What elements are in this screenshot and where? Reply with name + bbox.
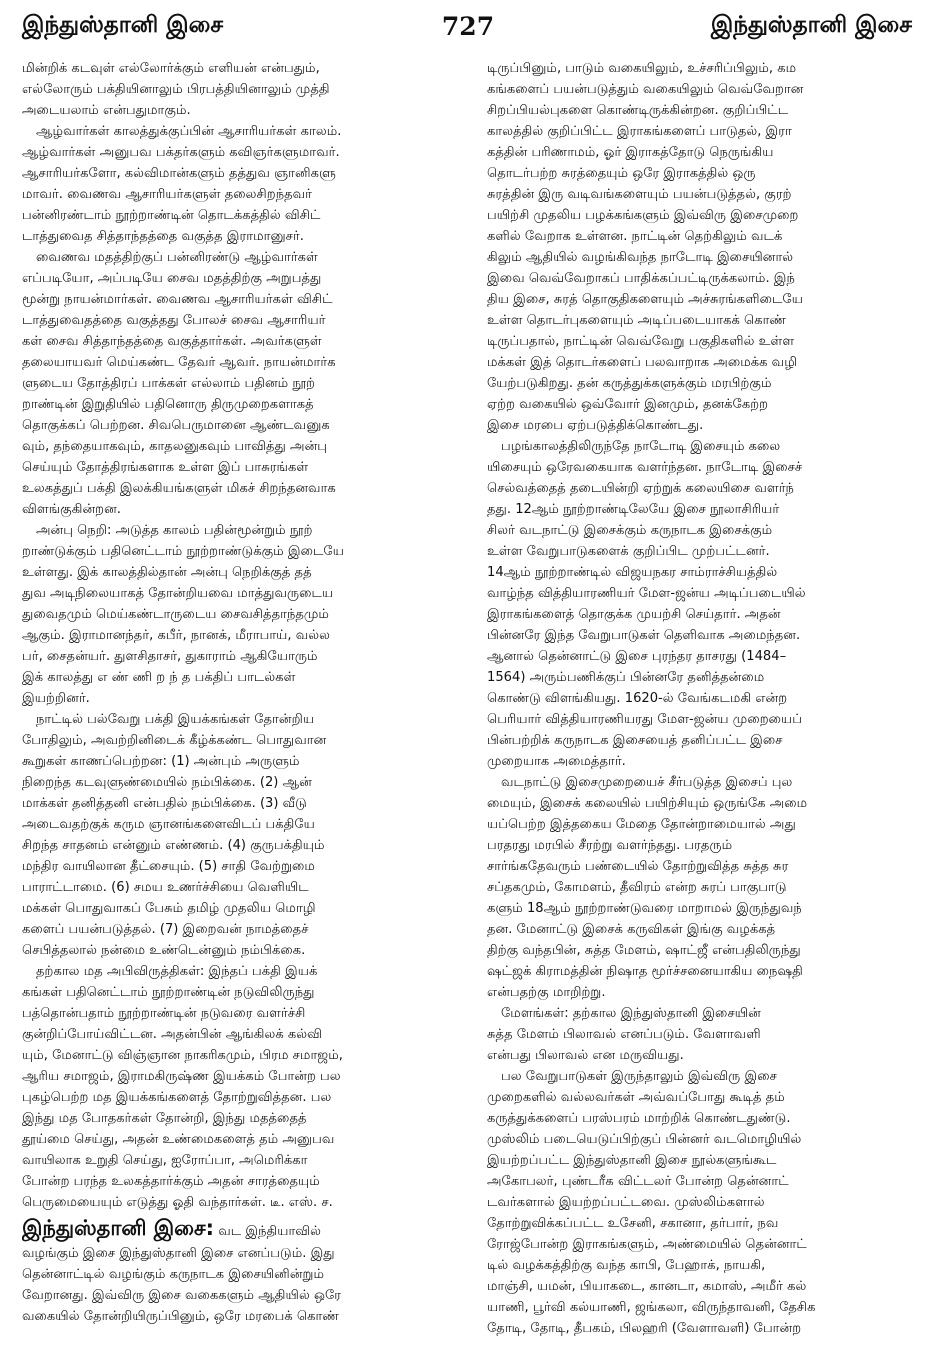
text-line: உள்ள வேறுபாடுகளைக் குறிப்பிட முற்பட்டனர்.	[487, 544, 770, 559]
text-line: டிருப்பதால், நாட்டின் வெவ்வேறு பகுதிகளில் உள்ள	[487, 334, 795, 349]
text-line: நாட்டில் பல்வேறு பக்தி இயக்கங்கள் தோன்றிய	[36, 712, 315, 727]
text-line: மையும், இசைக் கலையில் பயிற்சியும் ஒருங்கே அமை	[487, 796, 808, 811]
text-line: சிறப்பியல்புகளை கொண்டிருக்கின்றன. குறிப்பிட்ட	[487, 103, 789, 118]
text-line: மேளங்கள்: தற்கால இந்துஸ்தானி இசையின்	[501, 1006, 761, 1021]
text-line: பர், சைதன்யர். துளசிதாசர், துகாராம் ஆகியோரும்	[22, 649, 318, 664]
text-line: வைணவ மதத்திற்குப் பன்னிரண்டு ஆழ்வார்கள்	[36, 250, 318, 265]
text-line: வகையில் தோன்றியிருப்பினும், ஒரே மரபைக் கொண்	[22, 1309, 339, 1324]
text-line: ரோஜ்போன்ற இராகங்களும், அண்மையில் தென்னாட்	[487, 1237, 807, 1252]
text-line: முறையாக அமைத்தார்.	[487, 754, 626, 769]
text-line: 14ஆம் நூற்றாண்டில் விஜயநகர சாம்ராச்சியத்தில்	[487, 565, 778, 580]
text-line: அடைவதற்குக் கரும ஞானங்களைவிடப் பக்தியே	[22, 817, 315, 832]
text-line: எப்படியோ, அப்படியே சைவ மதத்திற்கு அறுபத்து	[22, 271, 322, 286]
text-line: றாண்டுக்கும் பதினெட்டாம் நூற்றாண்டுக்கும் இடையே	[22, 544, 344, 559]
text-line: தற்கால மத அபிவிருத்திகள்: இந்தப் பக்தி இயக்	[36, 964, 318, 979]
text-line: களில் வேறாக உள்ளன. நாட்டின் தெற்கிலும் வடக்	[487, 229, 783, 244]
text-line: சிலர் வடநாட்டு இசைக்கும் கருநாடக இசைக்கும்	[487, 523, 773, 538]
text-line: அகோபலர், புண்டரீக விட்டலர் போன்ற தென்னாட்	[487, 1174, 789, 1189]
text-line: ஆழ்வார்கள் காலத்துக்குப்பின் ஆசாரியர்கள் காலம்.	[36, 124, 342, 139]
text-line: மக்கள் பொதுவாகப் பேசும் தமிழ் முதலிய மொழி	[22, 901, 316, 916]
text-line: போதிலும், அவற்றினிடைக் கீழ்க்கண்ட பொதுவான	[22, 733, 327, 748]
text-line: இயற்றினர்.	[22, 691, 90, 706]
text-line: முஸ்லிம் படையெடுப்பிற்குப் பின்னர் வடமொழியில்	[487, 1132, 802, 1147]
text-line: துவைதமும் மெய்கண்டாருடைய சைவசித்தாந்தமும்	[22, 607, 329, 622]
text-line: குன்றிப்போய்விட்டன. அதன்பின் ஆங்கிலக் கல்வி	[22, 1027, 323, 1042]
text-line: பயிற்சி முதலிய பழக்கங்களும் இவ்விரு இசைமுறை	[487, 208, 799, 223]
text-line: பெரியார் வித்தியாரணியரது மேள-ஜன்ய முறையைப்	[487, 712, 802, 727]
text-line: பத்தொன்பதாம் நூற்றாண்டின் நடுவரை வளர்ச்சி	[22, 1006, 306, 1021]
section-heading-term: இந்துஸ்தானி இசை:	[22, 1216, 215, 1240]
text-line: வேறானது. இவ்விரு இசை வகைகளும் ஆதியில் ஒரே	[22, 1288, 342, 1303]
text-line: தோடி, தோடி, தீபகம், பிலஹரி (வேளாவளி) போன்ற	[487, 1321, 802, 1336]
text-line: மக்கள் இத் தொடர்களைப் பலவாறாக அமைக்க வழி	[487, 355, 798, 370]
text-line: பெருமையையும் எடுத்து ஓதி வந்தார்கள். டீ. எஸ். ச.	[22, 1195, 333, 1210]
text-line: இசை மரபை ஏற்படுத்திக்கொண்டது.	[487, 418, 704, 433]
text-line: யேற்படுகிறது. தன் கருத்துக்களுக்கும் மரபிற்கும்	[487, 376, 772, 391]
text-line: வாயிலாக உறுதி செய்து, ஐரோப்பா, அமெரிக்கா	[22, 1153, 308, 1168]
text-line: தொகுக்கப் பெற்றன. சிவபெருமானை ஆண்டவனுக	[22, 418, 330, 433]
text-line: தென்னாட்டில் வழங்கும் கருநாடக இசையினின்றும்	[22, 1267, 324, 1282]
text-line: கிலும் ஆதியில் வழங்கிவந்த நாடோடி இசையினால்	[487, 250, 794, 265]
text-line: விளங்குகின்றன.	[22, 502, 121, 517]
text-line: அன்பு நெறி: அடுத்த காலம் பதின்மூன்றும் நூற்	[36, 523, 313, 538]
text-line: உள்ளது. இக் காலத்தில்தான் அன்பு நெறிக்குத் தத்	[22, 565, 312, 580]
text-line: எல்லோரும் பக்தியினாலும் பிரபத்தியினாலும் முத்தி	[22, 82, 330, 97]
page-number: 727	[441, 12, 495, 41]
text-line: டிருப்பினும், பாடும் வகையிலும், உச்சரிப்பிலும், கம	[487, 61, 797, 76]
text-line: கத்தின் பரிணாமம், ஓர் இராகத்தோடு நெருங்கிய	[487, 145, 774, 160]
text-line: பாராட்டாமை. (6) சமய உணர்ச்சியை வெளியிட	[22, 880, 309, 895]
text-line: வும், தந்தையாகவும், காதலனுகவும் பாவித்து அன்பு	[22, 439, 328, 454]
text-line: ஆசாரியர்களோ, கல்விமான்களும் தத்துவ ஞானிகளு	[22, 166, 336, 181]
text-line: ஏற்ற வகையில் ஒவ்வோர் இனமும், தனக்கேற்ற	[487, 397, 769, 412]
text-line: பின்பற்றிக் கருநாடக இசையைத் தனிப்பட்ட இசை	[487, 733, 783, 748]
text-line: இவை வெவ்வேறாகப் பாதிக்கப்பட்டிருக்கலாம். இந்	[487, 271, 795, 286]
text-line: மாக்கள் தனித்தனி என்பதில் நம்பிக்கை. (3) வீடு	[22, 796, 307, 811]
text-line: தன. மேனாட்டு இசைக் கருவிகள் இங்கு வழக்கத்	[487, 922, 776, 937]
text-line: வடநாட்டு இசைமுறையைச் சீர்படுத்த இசைப் புல	[501, 775, 793, 790]
text-line: யிசையும் ஒரேவகையாக வளர்ந்தன. நாடோடி இசைச்	[487, 460, 803, 475]
text-line: டாத்துவைதத்தை வகுத்தது போலச் சைவ ஆசாரியர்	[22, 313, 326, 328]
right-column	[487, 58, 917, 1358]
text-line: துவ அடிநிலையாகத் தோன்றியவை மாத்துவருடைய	[22, 586, 334, 601]
text-line: தொடர்பற்ற சுரத்தையும் ஒரே இராகத்தில் ஒரு	[487, 166, 756, 181]
text-line: தூய்மை செய்து, அதன் உண்மைகளைத் தம் அனுபவ	[22, 1132, 335, 1147]
text-line: தது. 12ஆம் நூற்றாண்டிலேயே இசை நூலாசிரியர்	[487, 502, 780, 517]
text-line: தலையாயவர் மெய்கண்ட தேவர் ஆவர். நாயன்மார்க	[22, 355, 336, 370]
text-line: கூறுகள் காணப்பெற்றன: (1) அன்பும் அருளும்	[22, 754, 300, 769]
text-line: ளுடைய தோத்திரப் பாக்கள் எல்லாம் பதினம் நூற்	[22, 376, 316, 391]
text-line: யாணி, பூர்வி கல்யாணி, ஜங்கலா, விருந்தாவனி, தேசிக	[487, 1300, 816, 1315]
text-line: இராகங்களைத் தொகுக்க முயற்சி செய்தார். அதன்	[487, 607, 781, 622]
text-line: பழங்காலத்திலிருந்தே நாடோடி இசையும் கலை	[501, 439, 781, 454]
text-line: செய்யும் தோத்திரங்களாக உள்ள இப் பாசுரங்கள்	[22, 460, 309, 475]
text-line: சிறந்த சாதனம் என்னும் எண்ணம். (4) குருபக்தியும்	[22, 838, 325, 853]
text-line: கங்களைப் பயன்படுத்தும் வகையிலும் வெவ்வேறான	[487, 82, 804, 97]
text-line: திய இசை, சுரத் தொகுதிகளையும் அச்சுரங்களிடையே	[487, 292, 803, 307]
text-line: அடையலாம் என்பதுமாகும்.	[22, 103, 191, 118]
text-line: போன்ற பரந்த உலகத்தார்க்கும் அதன் சாரத்தையும்	[22, 1174, 320, 1189]
text-line: கொண்டு விளங்கியது. 1620-ல் வேங்கடமகி என்ற	[487, 691, 788, 706]
text-line: கள் சைவ சித்தாந்தத்தை வகுத்தார்கள். அவர்களுள்	[22, 334, 322, 349]
text-line: கருத்துக்களைப் பரஸ்பரம் மாற்றிக் கொண்டதுண்டு.	[487, 1111, 791, 1126]
text-line: சப்தகமும், கோமளம், தீவிரம் என்ற சுரப் பாகுபாடு	[487, 880, 787, 895]
text-line: இந்து மத போதகர்கள் தோன்றி, இந்து மதத்தைத்	[22, 1111, 307, 1126]
text-line: 1564) அரும்பணிக்குப் பின்னரே தனித்தன்மை	[487, 670, 765, 685]
text-line: ஷட்ஜக் கிராமத்தின் நிஷாத மூர்ச்சனையாகிய நைஷதி	[487, 964, 803, 979]
text-line: திற்கு வந்தபின், சுத்த மேளம், ஷாட்ஜீ என்பதிலிருந்து	[487, 943, 801, 958]
text-line: இயற்றப்பட்ட இந்துஸ்தானி இசை நூல்களுங்கூட	[487, 1153, 777, 1168]
text-line: ஆனால் தென்னாட்டு இசை புரந்தர தாசரது (1484–	[487, 649, 787, 664]
text-line: ஆரிய சமாஜம், இராமகிருஷ்ண இயக்கம் போன்ற பல	[22, 1069, 341, 1084]
text-line: டில் வழக்கத்திற்கு வந்த காபி, பேஹாக், நாயகி,	[487, 1258, 766, 1273]
text-line: மந்திர வாயிலான தீட்சையும். (5) சாதி வேற்றுமை	[22, 859, 315, 874]
text-line: மூன்று நாயன்மார்கள். வைணவ ஆசாரியர்கள் விசிட்	[22, 292, 333, 307]
text-line: களைப் பயன்படுத்தல். (7) இறைவன் நாமத்தைச்	[22, 922, 309, 937]
page-header	[0, 0, 936, 54]
text-line: யப்பெற்ற இத்தகைய மேதை தோன்றாமையால் அது	[487, 817, 796, 832]
text-line: ஆகும். இராமானந்தர், கபீர், நானக், மீராபாய், வல்ல	[22, 628, 330, 643]
text-line: முறைகளில் வல்லவர்கள் அவ்வப்போது கூடித் தம்	[487, 1090, 785, 1105]
running-head-left: இந்துஸ்தானி இசை	[22, 12, 224, 38]
text-line: என்பதற்கு மாறிற்று.	[487, 985, 606, 1000]
text-line: பரதரது மரபில் சீரற்று வளர்ந்தது. பரதரும்	[487, 838, 733, 853]
text-line: சார்ங்கதேவரும் பண்டையில் தோற்றுவித்த சுத்த சுர	[487, 859, 789, 874]
text-line: செல்வத்தைத் தடையின்றி ஏற்றுக் கலையிசை வளர்ந்	[487, 481, 794, 496]
text-line: நிறைந்த கடவுளுண்மையில் நம்பிக்கை. (2) ஆன்	[22, 775, 312, 790]
text-line: ஆழ்வார்கள் அனுபவ பக்தர்களும் கவிஞர்களுமாவர்.	[22, 145, 340, 160]
text-line: காலத்தில் குறிப்பிட்ட இராகங்களைப் பாடுதல், இரா	[487, 124, 792, 139]
section-heading-rest: வட இந்தியாவில்	[214, 1224, 322, 1239]
text-line: றாண்டின் இறுதியில் பதினொரு திருமுறைகளாகத்	[22, 397, 314, 412]
text-line: உலகத்துப் பக்தி இலக்கியங்களுள் மிகச் சிறந்தனவாக	[22, 481, 336, 496]
section-heading-line	[22, 1213, 465, 1243]
text-line: மின்றிக் கடவுள் எல்லோர்க்கும் எளியன் என்பதும்,	[22, 61, 320, 76]
text-line: பின்னரே இந்த வேறுபாடுகள் தெளிவாக அமைந்தன.	[487, 628, 801, 643]
text-line: களும் 18ஆம் நூற்றாண்டுவரை மாறாமல் இருந்துவந்	[487, 901, 802, 916]
text-line: புகழ்பெற்ற மத இயக்கங்களைத் தோற்றுவித்தன. பல	[22, 1090, 332, 1105]
text-line: வாழ்ந்த வித்தியாரணியர் மேள-ஜன்ய அடிப்படையில்	[487, 586, 806, 601]
text-line: யும், மேனாட்டு விஞ்ஞான நாகரிகமும், பிரம சமாஜம்,	[22, 1048, 343, 1063]
text-line: வழங்கும் இசை இந்துஸ்தானி இசை எனப்படும். இது	[22, 1246, 335, 1261]
text-line: சுரத்தின் இரு வடிவங்களையும் பயன்படுத்தல், குரற்	[487, 187, 792, 202]
text-line: பல வேறுபாடுகள் இருந்தாலும் இவ்விரு இசை	[501, 1069, 777, 1084]
text-line: என்பது பிலாவல் என மருவியது.	[487, 1048, 684, 1063]
text-line: செபித்தலால் நன்மை உண்டென்னும் நம்பிக்கை.	[22, 943, 306, 958]
text-line: மாஞ்சி, யமன், பியாகடை, கானடா, கமாஸ், அமீர் கல்	[487, 1279, 807, 1294]
text-line: கங்கள் பதினெட்டாம் நூற்றாண்டின் நடுவிலிருந்து	[22, 985, 315, 1000]
text-line: டவர்களால் இயற்றப்பட்டவை. முஸ்லிம்களால்	[487, 1195, 765, 1210]
running-head-right: இந்துஸ்தானி இசை	[710, 12, 912, 38]
text-line: பன்னிரண்டாம் நூற்றாண்டின் தொடக்கத்தில் விசிட்	[22, 208, 321, 223]
text-line: டாத்துவைத சித்தாந்தத்தை வகுத்த இராமானுசர்.	[22, 229, 304, 244]
text-line: இக் காலத்து எ ண் ணி ற ந் த பக்திப் பாடல்கள்	[22, 670, 296, 685]
left-column	[22, 58, 465, 1358]
text-line: உள்ள தொடர்புகளையும் அடிப்படையாகக் கொண்	[487, 313, 787, 328]
text-line: மாவர். வைணவ ஆசாரியர்களுள் தலைசிறந்தவர்	[22, 187, 312, 202]
text-line: தோற்றுவிக்கப்பட்ட உசேனி, சகானா, தர்பார், நவ	[487, 1216, 779, 1231]
text-line: சுத்த மேளம் பிலாவல் எனப்படும். வேளாவளி	[487, 1027, 761, 1042]
